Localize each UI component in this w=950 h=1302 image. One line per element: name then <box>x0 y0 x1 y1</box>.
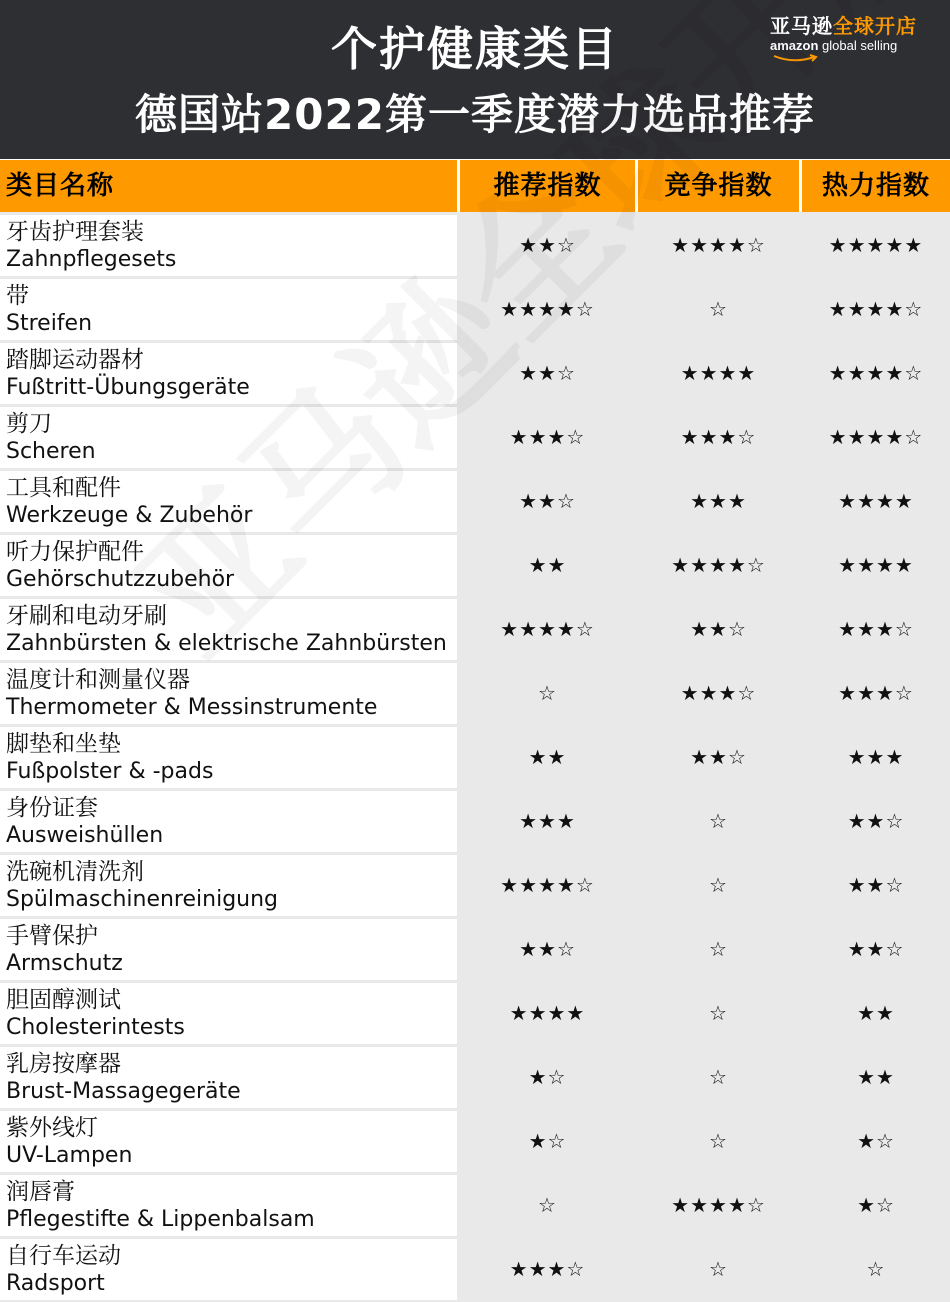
popularity-stars: ★★★★ <box>838 489 914 513</box>
table-row <box>0 983 950 1044</box>
column-header-competition: 竞争指数 <box>638 160 799 212</box>
category-name-de: Brust-Massagegeräte <box>6 1079 241 1104</box>
competition-stars: ☆ <box>709 1129 728 1153</box>
category-name-cn: 剪刀 <box>6 411 52 437</box>
recommendation-stars: ★★☆ <box>519 937 576 961</box>
table-row <box>0 535 950 596</box>
category-name-cell <box>0 791 457 852</box>
category-name-de: Zahnbürsten & elektrische Zahnbürsten <box>6 631 447 656</box>
category-name-de: Radsport <box>6 1271 105 1296</box>
column-header-popularity: 热力指数 <box>802 160 950 212</box>
category-name-de: Cholesterintests <box>6 1015 185 1040</box>
table-row <box>0 471 950 532</box>
popularity-stars: ★★☆ <box>847 937 905 961</box>
competition-stars: ★★★★ <box>680 361 757 385</box>
popularity-stars: ★★★★★ <box>828 233 924 257</box>
brand-logo-amazon: amazon <box>770 38 819 53</box>
competition-stars: ★★★☆ <box>680 425 757 449</box>
recommendation-stars: ★☆ <box>528 1065 567 1089</box>
brand-logo-global-selling: global selling <box>818 38 898 53</box>
competition-stars: ★★★★☆ <box>671 553 766 577</box>
recommendation-stars: ★★ <box>528 745 567 769</box>
category-name-cn: 带 <box>6 283 29 309</box>
category-name-cn: 润唇膏 <box>6 1179 75 1205</box>
competition-stars: ★★☆ <box>690 617 747 641</box>
brand-logo-cn-white: 亚马逊 <box>770 14 833 38</box>
category-name-de: UV-Lampen <box>6 1143 133 1168</box>
table-row <box>0 791 950 852</box>
category-name-de: Streifen <box>6 311 93 336</box>
recommendation-stars: ★☆ <box>528 1129 567 1153</box>
recommendation-stars: ★★★ <box>519 809 576 833</box>
recommendation-stars: ★★★★☆ <box>500 297 595 321</box>
category-name-cell <box>0 855 457 916</box>
category-name-cell <box>0 599 457 660</box>
category-name-de: Werkzeuge & Zubehör <box>6 503 253 528</box>
competition-stars: ★★★★☆ <box>671 1193 766 1217</box>
popularity-stars: ★★★ <box>847 745 905 769</box>
competition-stars: ★★★☆ <box>680 681 757 705</box>
category-name-cn: 听力保护配件 <box>6 539 144 565</box>
page-title: 个护健康类目 <box>331 22 619 76</box>
recommendation-stars: ★★☆ <box>519 233 576 257</box>
category-name-de: Spülmaschinenreinigung <box>6 887 279 912</box>
recommendation-stars: ☆ <box>538 1193 557 1217</box>
category-name-cn: 乳房按摩器 <box>6 1051 121 1077</box>
table-row <box>0 663 950 724</box>
popularity-stars: ★★★★☆ <box>828 361 924 385</box>
recommendation-stars: ★★★☆ <box>509 425 586 449</box>
category-name-cell <box>0 407 457 468</box>
popularity-stars: ★★☆ <box>847 873 905 897</box>
brand-logo-en <box>770 38 930 54</box>
competition-stars: ☆ <box>709 873 728 897</box>
competition-stars: ☆ <box>709 297 728 321</box>
category-name-cn: 洗碗机清洗剂 <box>6 859 144 885</box>
competition-stars: ★★★★☆ <box>671 233 766 257</box>
popularity-stars: ★★★☆ <box>838 681 914 705</box>
popularity-stars: ★★★★☆ <box>828 425 924 449</box>
category-name-cn: 自行车运动 <box>6 1243 121 1269</box>
category-name-cn: 身份证套 <box>6 795 98 821</box>
category-name-de: Zahnpflegesets <box>6 247 177 272</box>
table-row <box>0 1047 950 1108</box>
recommendation-stars: ★★☆ <box>519 489 576 513</box>
table-row <box>0 407 950 468</box>
popularity-stars: ★☆ <box>857 1193 895 1217</box>
category-name-cell <box>0 919 457 980</box>
recommendation-stars: ★★★★☆ <box>500 873 595 897</box>
column-header-category: 类目名称 <box>0 160 457 212</box>
category-name-cn: 胆固醇测试 <box>6 987 121 1013</box>
competition-stars: ☆ <box>709 809 728 833</box>
page-subtitle: 德国站2022第一季度潜力选品推荐 <box>135 90 815 139</box>
popularity-stars: ★★ <box>857 1001 895 1025</box>
category-name-cn: 牙刷和电动牙刷 <box>6 603 167 629</box>
category-name-cn: 踏脚运动器材 <box>6 347 144 373</box>
category-name-cell <box>0 983 457 1044</box>
popularity-stars: ☆ <box>866 1257 886 1281</box>
popularity-stars: ★★★☆ <box>838 617 914 641</box>
category-name-cell <box>0 471 457 532</box>
popularity-stars: ★☆ <box>857 1129 895 1153</box>
category-name-cell <box>0 535 457 596</box>
category-name-cell <box>0 279 457 340</box>
category-name-de: Fußpolster & -pads <box>6 759 214 784</box>
category-name-cell <box>0 1047 457 1108</box>
category-name-cell <box>0 215 457 276</box>
brand-logo-cn <box>770 14 930 38</box>
category-name-de: Pflegestifte & Lippenbalsam <box>6 1207 315 1232</box>
category-name-de: Armschutz <box>6 951 123 976</box>
table-header <box>0 160 950 212</box>
category-name-cell <box>0 663 457 724</box>
table-row <box>0 599 950 660</box>
table-row <box>0 1239 950 1300</box>
recommendation-stars: ★★★★ <box>509 1001 586 1025</box>
competition-stars: ☆ <box>709 1065 728 1089</box>
popularity-stars: ★★☆ <box>847 809 905 833</box>
category-name-cell <box>0 1111 457 1172</box>
competition-stars: ☆ <box>709 1001 728 1025</box>
category-name-cn: 紫外线灯 <box>6 1115 98 1141</box>
category-name-cn: 温度计和测量仪器 <box>6 667 190 693</box>
table-row <box>0 855 950 916</box>
table-row <box>0 215 950 276</box>
competition-stars: ★★☆ <box>690 745 747 769</box>
category-name-de: Thermometer & Messinstrumente <box>6 695 378 720</box>
popularity-stars: ★★★★ <box>838 553 914 577</box>
category-name-cn: 牙齿护理套装 <box>6 219 144 245</box>
table-row <box>0 1111 950 1172</box>
category-name-cn: 脚垫和坐垫 <box>6 731 121 757</box>
competition-stars: ☆ <box>709 1257 728 1281</box>
popularity-stars: ★★ <box>857 1065 895 1089</box>
category-table <box>0 160 950 1300</box>
table-body <box>0 215 950 1300</box>
category-name-cell <box>0 727 457 788</box>
table-row <box>0 727 950 788</box>
table-row <box>0 343 950 404</box>
recommendation-stars: ★★ <box>528 553 567 577</box>
table-row <box>0 279 950 340</box>
table-row <box>0 1175 950 1236</box>
page-header <box>0 0 950 159</box>
category-name-de: Scheren <box>6 439 96 464</box>
category-name-de: Ausweishüllen <box>6 823 164 848</box>
amazon-smile-icon <box>772 54 820 64</box>
brand-logo-cn-orange: 全球开店 <box>833 14 917 38</box>
category-name-cell <box>0 1239 457 1300</box>
popularity-stars: ★★★★☆ <box>828 297 924 321</box>
category-name-cn: 手臂保护 <box>6 923 98 949</box>
brand-logo <box>770 14 930 54</box>
recommendation-stars: ★★★★☆ <box>500 617 595 641</box>
category-name-de: Fußtritt-Übungsgeräte <box>6 375 250 400</box>
recommendation-stars: ☆ <box>538 681 557 705</box>
category-name-cn: 工具和配件 <box>6 475 121 501</box>
category-name-cell <box>0 343 457 404</box>
competition-stars: ☆ <box>709 937 728 961</box>
table-row <box>0 919 950 980</box>
column-header-recommendation: 推荐指数 <box>460 160 635 212</box>
category-name-cell <box>0 1175 457 1236</box>
category-name-de: Gehörschutzzubehör <box>6 567 235 592</box>
competition-stars: ★★★ <box>690 489 747 513</box>
recommendation-stars: ★★☆ <box>519 361 576 385</box>
recommendation-stars: ★★★☆ <box>509 1257 586 1281</box>
